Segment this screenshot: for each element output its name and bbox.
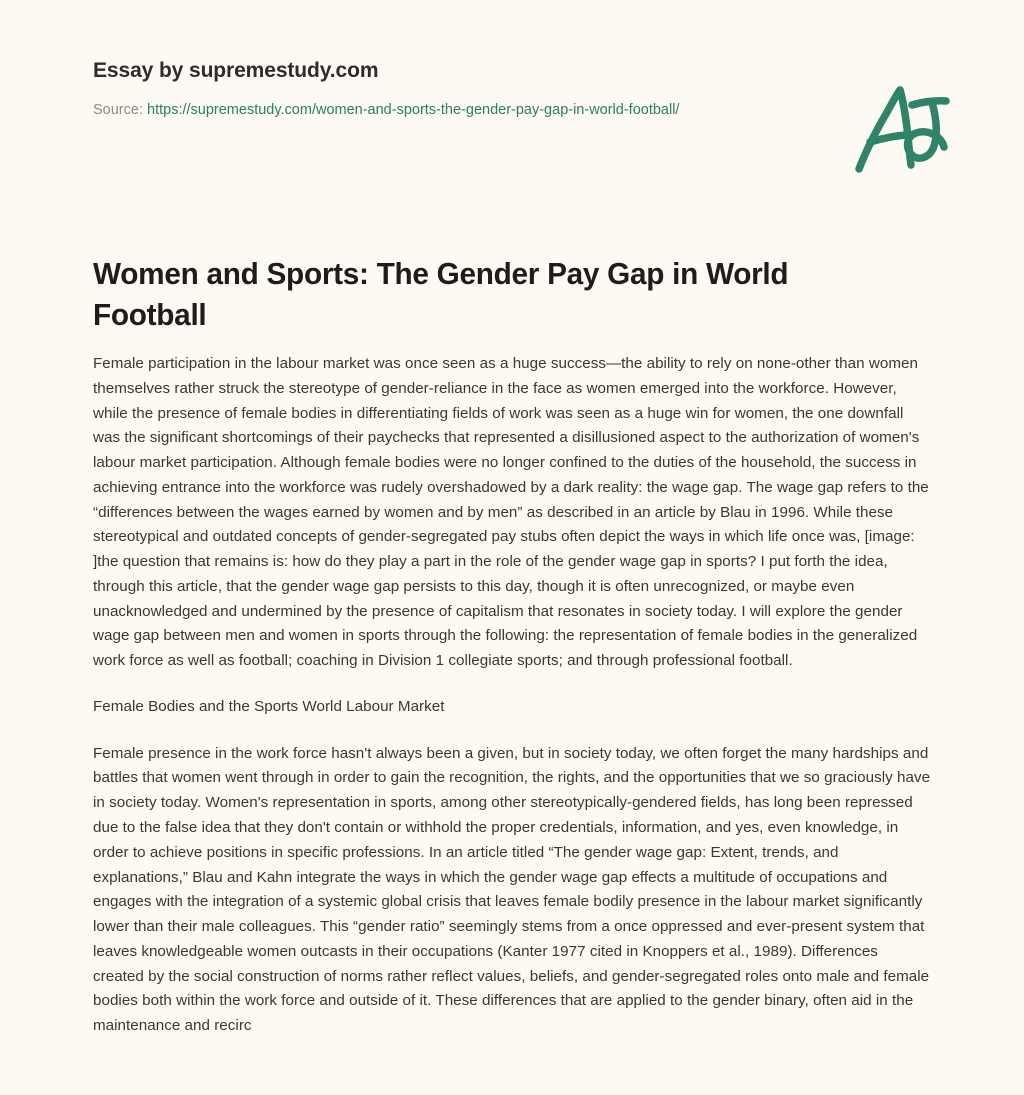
paragraph-female-presence: Female presence in the work force hasn't always been a given, but in society today, we often forget the many hardships and battles that women went through in order to gain the recognition, the rights, and the opportunities that we so graciously have in society today. Women's representation in sports, among other stereotypically-gendered fields, has long been repressed due to the false idea that they don't contain or withhold the proper credentials, information, and yes, even knowledge, in order to achieve positions in specific professions. In an article titled “The gender wage gap: Extent, trends, and explanations,” Blau and Kahn integrate the ways in which the gender wage gap effects a multitude of occupations and engages with the integration of a systemic global crisis that leaves female bodily presence in the labour market significantly lower than their male colleagues. This “gender ratio” seemingly stems from a once oppressed and ever-present system that leaves knowledgeable women outcasts in their occupations (Kanter 1977 cited in Knoppers et al., 1989). Differences created by the social construction of norms rather reflect values, beliefs, and gender-segregated roles onto male and female bodies both within the work force and outside of it. These differences that are applied to the gender binary, often aid in the maintenance and recirc — [93, 744, 931, 1035]
a-plus-logo — [848, 72, 966, 182]
paragraph-intro: Female participation in the labour market was once seen as a huge success—the ability to rely on none-other than women themselves rather struck the stereotype of gender-reliance in the face as women emerged into the workforce. However, while the presence of female bodies in differentiating fields of work was seen as a huge win for women, the one downfall was the significant shortcomings of their paychecks that represented a disillusioned aspect to the authorization of women's labour market participation. Although female bodies were no longer confined to the duties of the household, the success in achieving entrance into the workforce was rudely overshadowed by a dark reality: the wage gap. The wage gap refers to the “differences between the wages earned by women and by men” as described in an article by Blau in 1996. While these stereotypical and outdated concepts of gender-segregated pay stubs often depict the ways in which life once was, [image: ]the question that remains is: how do they play a part in the role of the gender wage gap in sports? I put forth the idea, through this article, that the gender wage gap persists to this day, though it is often unrecognized, or maybe even unacknowledged and undermined by the presence of capitalism that resonates in society today. I will explore the gender wage gap between men and women in sports through the following: the representation of female bodies in the generalized work force as well as football; coaching in Division 1 collegiate sports; and through professional football. — [93, 355, 929, 670]
source-line — [93, 99, 853, 121]
essay-by-heading: Essay by supremestudy.com — [93, 59, 379, 82]
section-heading-female-bodies: Female Bodies and the Sports World Labour Market — [93, 697, 445, 715]
article-body — [93, 352, 933, 1039]
a-plus-logo-icon — [848, 72, 966, 182]
page-title: Women and Sports: The Gender Pay Gap in World Football — [93, 256, 789, 333]
source-url-link[interactable]: https://supremestudy.com/women-and-sports-the-gender-pay-gap-in-world-football/ — [147, 102, 680, 119]
document-header — [93, 58, 953, 122]
source-label: Source: — [93, 102, 143, 119]
